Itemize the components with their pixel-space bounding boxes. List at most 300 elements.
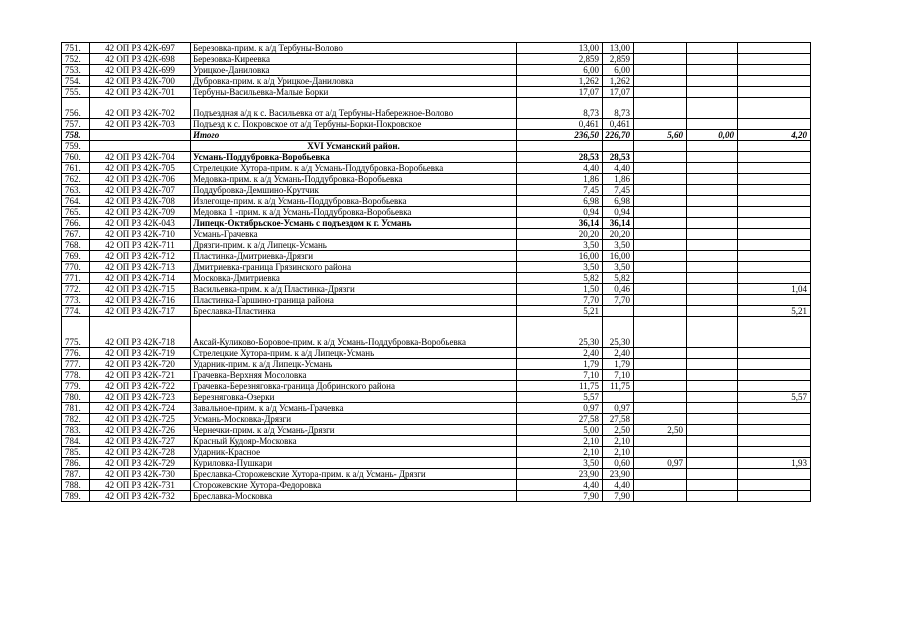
table-row — [62, 43, 811, 54]
total-length-cell: 6,00 — [517, 65, 603, 76]
length-column-2-cell: 27,58 — [603, 414, 634, 425]
length-column-3-cell — [634, 54, 687, 65]
total-length-cell: 2,10 — [517, 447, 603, 458]
length-column-2-cell: 0,94 — [603, 207, 634, 218]
length-column-5-cell — [738, 76, 811, 87]
road-code-cell: 42 ОП РЗ 42К-729 — [90, 458, 191, 469]
length-column-3-cell — [634, 240, 687, 251]
road-code-cell: 42 ОП РЗ 42К-728 — [90, 447, 191, 458]
table-row — [62, 262, 811, 273]
length-column-3-cell — [634, 414, 687, 425]
total-length-cell: 4,40 — [517, 480, 603, 491]
road-name-cell: Чернечки-прим. к а/д Усмань-Дрязги — [191, 425, 517, 436]
length-column-2-cell: 20,20 — [603, 229, 634, 240]
row-number-cell: 760. — [62, 152, 90, 163]
length-column-4-cell — [687, 43, 738, 54]
road-name-cell: Подъезд к с. Покровское от а/д Тербуны-Борки-Покровское — [191, 119, 517, 130]
length-column-4-cell — [687, 436, 738, 447]
length-column-4-cell — [687, 185, 738, 196]
length-column-5-cell — [738, 152, 811, 163]
table-row — [62, 348, 811, 359]
length-column-2-cell: 2,859 — [603, 54, 634, 65]
length-column-5-cell: 1,93 — [738, 458, 811, 469]
road-code-cell: 42 ОП РЗ 42К-718 — [90, 317, 191, 348]
length-column-2-cell: 226,70 — [603, 130, 634, 141]
length-column-3-cell — [634, 295, 687, 306]
table-row — [62, 229, 811, 240]
road-name-cell: Стрелецкие Хутора-прим. к а/д Липецк-Усмань — [191, 348, 517, 359]
road-name-cell: Васильевка-прим. к а/д Пластинка-Дрязги — [191, 284, 517, 295]
road-code-cell: 42 ОП РЗ 42К-716 — [90, 295, 191, 306]
total-length-cell: 2,40 — [517, 348, 603, 359]
length-column-2-cell: 25,30 — [603, 317, 634, 348]
total-length-cell: 236,50 — [517, 130, 603, 141]
total-length-cell: 2,10 — [517, 436, 603, 447]
road-code-cell: 42 ОП РЗ 42К-715 — [90, 284, 191, 295]
road-name-cell: Дрязги-прим. к а/д Липецк-Усмань — [191, 240, 517, 251]
length-column-2-cell: 0,461 — [603, 119, 634, 130]
length-column-3-cell — [634, 163, 687, 174]
length-column-2-cell: 7,70 — [603, 295, 634, 306]
road-code-cell: 42 ОП РЗ 42К-720 — [90, 359, 191, 370]
row-number-cell: 778. — [62, 370, 90, 381]
table-row — [62, 207, 811, 218]
road-code-cell: 42 ОП РЗ 42К-712 — [90, 251, 191, 262]
length-column-5-cell — [738, 240, 811, 251]
road-name-cell: Медовка 1 -прим. к а/д Усмань-Поддубровка-Воробьевка — [191, 207, 517, 218]
length-column-3-cell: 2,50 — [634, 425, 687, 436]
length-column-2-cell: 11,75 — [603, 381, 634, 392]
length-column-2-cell: 3,50 — [603, 262, 634, 273]
road-name-cell: Итого — [191, 130, 517, 141]
length-column-2-cell: 7,10 — [603, 370, 634, 381]
length-column-3-cell — [634, 76, 687, 87]
road-name-cell: Ударник-прим. к а/д Липецк-Усмань — [191, 359, 517, 370]
length-column-2-cell: 0,97 — [603, 403, 634, 414]
length-column-4-cell — [687, 229, 738, 240]
length-column-2-cell: 16,00 — [603, 251, 634, 262]
road-code-cell: 42 ОП РЗ 42К-722 — [90, 381, 191, 392]
row-number-cell: 755. — [62, 87, 90, 98]
length-column-3-cell — [634, 359, 687, 370]
total-length-cell: 2,859 — [517, 54, 603, 65]
road-code-cell: 42 ОП РЗ 42К-705 — [90, 163, 191, 174]
road-name-cell: Урицкое-Даниловка — [191, 65, 517, 76]
road-code-cell: 42 ОП РЗ 42К-732 — [90, 491, 191, 502]
road-code-cell: 42 ОП РЗ 42К-710 — [90, 229, 191, 240]
length-column-3-cell — [634, 273, 687, 284]
length-column-2-cell: 36,14 — [603, 218, 634, 229]
length-column-5-cell — [738, 447, 811, 458]
length-column-3-cell — [634, 284, 687, 295]
length-column-4-cell — [687, 196, 738, 207]
length-column-5-cell: 4,20 — [738, 130, 811, 141]
length-column-4-cell — [687, 76, 738, 87]
length-column-3-cell — [634, 207, 687, 218]
length-column-5-cell — [738, 174, 811, 185]
length-column-5-cell — [738, 251, 811, 262]
road-code-cell: 42 ОП РЗ 42К-703 — [90, 119, 191, 130]
table-row — [62, 359, 811, 370]
length-column-3-cell — [634, 251, 687, 262]
road-name-cell: Стрелецкие Хутора-прим. к а/д Усмань-Поддубровка-Воробьевка — [191, 163, 517, 174]
road-code-cell: 42 ОП РЗ 42К-731 — [90, 480, 191, 491]
length-column-4-cell — [687, 359, 738, 370]
road-name-cell: Усмань-Московка-Дрязги — [191, 414, 517, 425]
length-column-5-cell — [738, 414, 811, 425]
road-name-cell: Ударник-Красное — [191, 447, 517, 458]
road-name-cell: Сторожевские Хутора-Федоровка — [191, 480, 517, 491]
row-number-cell: 789. — [62, 491, 90, 502]
total-length-cell: 6,98 — [517, 196, 603, 207]
length-column-2-cell: 13,00 — [603, 43, 634, 54]
table-row — [62, 240, 811, 251]
length-column-3-cell — [634, 381, 687, 392]
row-number-cell: 756. — [62, 98, 90, 119]
row-number-cell: 774. — [62, 306, 90, 317]
length-column-5-cell — [738, 229, 811, 240]
length-column-3-cell — [634, 403, 687, 414]
length-column-3-cell — [634, 491, 687, 502]
length-column-5-cell — [738, 469, 811, 480]
total-length-cell: 5,82 — [517, 273, 603, 284]
length-column-5-cell — [738, 65, 811, 76]
road-code-cell: 42 ОП РЗ 42К-702 — [90, 98, 191, 119]
row-number-cell: 788. — [62, 480, 90, 491]
table-row — [62, 98, 811, 119]
length-column-3-cell — [634, 185, 687, 196]
length-column-5-cell — [738, 381, 811, 392]
length-column-3-cell — [634, 65, 687, 76]
road-name-cell: Излегоще-прим. к а/д Усмань-Поддубровка-Воробьевка — [191, 196, 517, 207]
total-length-cell: 4,40 — [517, 163, 603, 174]
road-name-cell: Куриловка-Пушкари — [191, 458, 517, 469]
row-number-cell: 776. — [62, 348, 90, 359]
road-name-cell: Усмань-Поддубровка-Воробьевка — [191, 152, 517, 163]
length-column-2-cell: 0,60 — [603, 458, 634, 469]
length-column-3-cell — [634, 392, 687, 403]
length-column-4-cell — [687, 251, 738, 262]
row-number-cell: 757. — [62, 119, 90, 130]
row-number-cell: 771. — [62, 273, 90, 284]
total-length-cell: 1,50 — [517, 284, 603, 295]
total-length-cell: 25,30 — [517, 317, 603, 348]
length-column-2-cell: 0,46 — [603, 284, 634, 295]
row-number-cell: 766. — [62, 218, 90, 229]
table-row — [62, 251, 811, 262]
row-number-cell: 767. — [62, 229, 90, 240]
row-number-cell: 785. — [62, 447, 90, 458]
total-length-cell: 0,461 — [517, 119, 603, 130]
length-column-4-cell — [687, 273, 738, 284]
length-column-3-cell — [634, 43, 687, 54]
length-column-3-cell — [634, 174, 687, 185]
table-row — [62, 218, 811, 229]
table-row — [62, 381, 811, 392]
road-name-cell: Пластинка-Дмитриевка-Дрязги — [191, 251, 517, 262]
length-column-4-cell — [687, 87, 738, 98]
road-code-cell: 42 ОП РЗ 42К-043 — [90, 218, 191, 229]
length-column-5-cell — [738, 54, 811, 65]
length-column-3-cell — [634, 229, 687, 240]
length-column-4-cell — [687, 141, 738, 152]
length-column-2-cell: 23,90 — [603, 469, 634, 480]
length-column-5-cell — [738, 98, 811, 119]
road-name-cell: Медовка-прим. к а/д Усмань-Поддубровка-Воробьевка — [191, 174, 517, 185]
total-length-cell: 7,90 — [517, 491, 603, 502]
total-length-cell: 0,94 — [517, 207, 603, 218]
length-column-2-cell: 2,10 — [603, 447, 634, 458]
length-column-2-cell: 7,45 — [603, 185, 634, 196]
road-name-cell: Грачевка-Березняговка-граница Добринского района — [191, 381, 517, 392]
length-column-4-cell — [687, 152, 738, 163]
length-column-4-cell — [687, 306, 738, 317]
length-column-5-cell — [738, 295, 811, 306]
row-number-cell: 761. — [62, 163, 90, 174]
total-length-cell: 28,53 — [517, 152, 603, 163]
length-column-4-cell — [687, 65, 738, 76]
row-number-cell: 762. — [62, 174, 90, 185]
length-column-5-cell: 5,57 — [738, 392, 811, 403]
table-row — [62, 392, 811, 403]
road-code-cell: 42 ОП РЗ 42К-701 — [90, 87, 191, 98]
road-code-cell — [90, 141, 191, 152]
length-column-3-cell — [634, 370, 687, 381]
road-name-cell: Московка-Дмитриевка — [191, 273, 517, 284]
length-column-5-cell — [738, 163, 811, 174]
length-column-2-cell: 5,82 — [603, 273, 634, 284]
road-code-cell: 42 ОП РЗ 42К-723 — [90, 392, 191, 403]
total-length-cell: 7,45 — [517, 185, 603, 196]
length-column-5-cell — [738, 491, 811, 502]
road-code-cell: 42 ОП РЗ 42К-707 — [90, 185, 191, 196]
length-column-3-cell: 0,97 — [634, 458, 687, 469]
length-column-5-cell — [738, 370, 811, 381]
length-column-5-cell — [738, 43, 811, 54]
length-column-2-cell: 28,53 — [603, 152, 634, 163]
length-column-3-cell — [634, 317, 687, 348]
road-name-cell: Пластинка-Гаршино-граница района — [191, 295, 517, 306]
length-column-4-cell — [687, 348, 738, 359]
length-column-5-cell — [738, 196, 811, 207]
row-number-cell: 753. — [62, 65, 90, 76]
length-column-2-cell: 4,40 — [603, 163, 634, 174]
total-length-cell: 27,58 — [517, 414, 603, 425]
table-row — [62, 414, 811, 425]
length-column-3-cell — [634, 469, 687, 480]
length-column-4-cell — [687, 317, 738, 348]
length-column-5-cell — [738, 119, 811, 130]
length-column-3-cell — [634, 480, 687, 491]
length-column-4-cell — [687, 381, 738, 392]
length-column-5-cell — [738, 436, 811, 447]
road-code-cell: 42 ОП РЗ 42К-699 — [90, 65, 191, 76]
table-row — [62, 295, 811, 306]
length-column-5-cell — [738, 317, 811, 348]
length-column-5-cell — [738, 87, 811, 98]
length-column-4-cell — [687, 403, 738, 414]
total-length-cell: 1,262 — [517, 76, 603, 87]
length-column-2-cell: 3,50 — [603, 240, 634, 251]
table-row — [62, 403, 811, 414]
table-row — [62, 196, 811, 207]
road-code-cell: 42 ОП РЗ 42К-727 — [90, 436, 191, 447]
length-column-4-cell — [687, 262, 738, 273]
total-length-cell: 8,73 — [517, 98, 603, 119]
length-column-4-cell — [687, 295, 738, 306]
road-name-cell: Березняговка-Озерки — [191, 392, 517, 403]
road-name-cell: Бреславка-Пластинка — [191, 306, 517, 317]
road-name-cell: Березовка-прим. к а/д Тербуны-Волово — [191, 43, 517, 54]
length-column-5-cell — [738, 207, 811, 218]
length-column-4-cell — [687, 218, 738, 229]
row-number-cell: 751. — [62, 43, 90, 54]
total-length-cell: 17,07 — [517, 87, 603, 98]
length-column-5-cell — [738, 218, 811, 229]
total-length-cell: 5,57 — [517, 392, 603, 403]
length-column-3-cell — [634, 436, 687, 447]
road-code-cell: 42 ОП РЗ 42К-724 — [90, 403, 191, 414]
road-name-cell: Липецк-Октябрьское-Усмань с подъездом к г. Усмань — [191, 218, 517, 229]
table-row — [62, 491, 811, 502]
length-column-4-cell — [687, 98, 738, 119]
table-row — [62, 141, 811, 152]
table-row — [62, 425, 811, 436]
length-column-5-cell — [738, 348, 811, 359]
length-column-4-cell: 0,00 — [687, 130, 738, 141]
length-column-4-cell — [687, 119, 738, 130]
row-number-cell: 752. — [62, 54, 90, 65]
road-code-cell: 42 ОП РЗ 42К-698 — [90, 54, 191, 65]
length-column-2-cell: 8,73 — [603, 98, 634, 119]
table-row — [62, 130, 811, 141]
road-code-cell: 42 ОП РЗ 42К-730 — [90, 469, 191, 480]
road-code-cell: 42 ОП РЗ 42К-719 — [90, 348, 191, 359]
row-number-cell: 764. — [62, 196, 90, 207]
length-column-5-cell — [738, 262, 811, 273]
length-column-4-cell — [687, 414, 738, 425]
total-length-cell: 3,50 — [517, 458, 603, 469]
length-column-4-cell — [687, 392, 738, 403]
length-column-4-cell — [687, 491, 738, 502]
road-code-cell — [90, 130, 191, 141]
road-name-cell: Подъездная а/д к с. Васильевка от а/д Тербуны-Набережное-Волово — [191, 98, 517, 119]
table-row — [62, 284, 811, 295]
total-length-cell: 5,00 — [517, 425, 603, 436]
road-name-cell: Грачевка-Верхняя Мосоловка — [191, 370, 517, 381]
length-column-5-cell — [738, 273, 811, 284]
road-name-cell: Дмитриевка-граница Грязинского района — [191, 262, 517, 273]
length-column-5-cell — [738, 480, 811, 491]
length-column-2-cell: 2,40 — [603, 348, 634, 359]
road-code-cell: 42 ОП РЗ 42К-697 — [90, 43, 191, 54]
row-number-cell: 763. — [62, 185, 90, 196]
table-row — [62, 436, 811, 447]
length-column-3-cell — [634, 447, 687, 458]
row-number-cell: 781. — [62, 403, 90, 414]
length-column-3-cell — [634, 218, 687, 229]
row-number-cell: 773. — [62, 295, 90, 306]
row-number-cell: 754. — [62, 76, 90, 87]
row-number-cell: 783. — [62, 425, 90, 436]
length-column-4-cell — [687, 284, 738, 295]
total-length-cell: 0,97 — [517, 403, 603, 414]
road-code-cell: 42 ОП РЗ 42К-725 — [90, 414, 191, 425]
total-length-cell: 7,70 — [517, 295, 603, 306]
length-column-2-cell: 1,86 — [603, 174, 634, 185]
length-column-4-cell — [687, 163, 738, 174]
road-code-cell: 42 ОП РЗ 42К-726 — [90, 425, 191, 436]
row-number-cell: 784. — [62, 436, 90, 447]
road-register-table — [61, 42, 811, 502]
length-column-5-cell — [738, 141, 811, 152]
road-code-cell: 42 ОП РЗ 42К-714 — [90, 273, 191, 284]
row-number-cell: 769. — [62, 251, 90, 262]
road-code-cell: 42 ОП РЗ 42К-704 — [90, 152, 191, 163]
table-row — [62, 469, 811, 480]
table-row — [62, 480, 811, 491]
length-column-2-cell: 1,79 — [603, 359, 634, 370]
road-code-cell: 42 ОП РЗ 42К-721 — [90, 370, 191, 381]
table-row — [62, 174, 811, 185]
road-code-cell: 42 ОП РЗ 42К-713 — [90, 262, 191, 273]
road-code-cell: 42 ОП РЗ 42К-700 — [90, 76, 191, 87]
total-length-cell — [517, 141, 603, 152]
total-length-cell: 5,21 — [517, 306, 603, 317]
road-name-cell: Бреславка-Сторожевские Хутора-прим. к а/д Усмань- Дрязги — [191, 469, 517, 480]
length-column-3-cell — [634, 98, 687, 119]
road-name-cell: Тербуны-Васильевка-Малые Борки — [191, 87, 517, 98]
total-length-cell: 16,00 — [517, 251, 603, 262]
road-code-cell: 42 ОП РЗ 42К-709 — [90, 207, 191, 218]
length-column-2-cell: 2,10 — [603, 436, 634, 447]
total-length-cell: 11,75 — [517, 381, 603, 392]
table-row — [62, 76, 811, 87]
row-number-cell: 786. — [62, 458, 90, 469]
length-column-3-cell: 5,60 — [634, 130, 687, 141]
table-row — [62, 152, 811, 163]
road-name-cell: Бреславка-Московка — [191, 491, 517, 502]
road-code-cell: 42 ОП РЗ 42К-717 — [90, 306, 191, 317]
total-length-cell: 23,90 — [517, 469, 603, 480]
length-column-3-cell — [634, 348, 687, 359]
total-length-cell: 13,00 — [517, 43, 603, 54]
row-number-cell: 775. — [62, 317, 90, 348]
road-name-cell: Поддубровка-Демшино-Крутчик — [191, 185, 517, 196]
length-column-2-cell: 17,07 — [603, 87, 634, 98]
table-row — [62, 65, 811, 76]
length-column-3-cell — [634, 196, 687, 207]
total-length-cell: 1,79 — [517, 359, 603, 370]
table-row — [62, 370, 811, 381]
road-code-cell: 42 ОП РЗ 42К-708 — [90, 196, 191, 207]
length-column-5-cell — [738, 185, 811, 196]
total-length-cell: 20,20 — [517, 229, 603, 240]
total-length-cell: 3,50 — [517, 240, 603, 251]
road-name-cell: Красный Кудояр-Московка — [191, 436, 517, 447]
row-number-cell: 758. — [62, 130, 90, 141]
total-length-cell: 3,50 — [517, 262, 603, 273]
length-column-4-cell — [687, 480, 738, 491]
length-column-5-cell — [738, 425, 811, 436]
length-column-4-cell — [687, 54, 738, 65]
length-column-4-cell — [687, 425, 738, 436]
length-column-4-cell — [687, 447, 738, 458]
table-row — [62, 306, 811, 317]
length-column-4-cell — [687, 207, 738, 218]
length-column-4-cell — [687, 458, 738, 469]
length-column-5-cell: 1,04 — [738, 284, 811, 295]
